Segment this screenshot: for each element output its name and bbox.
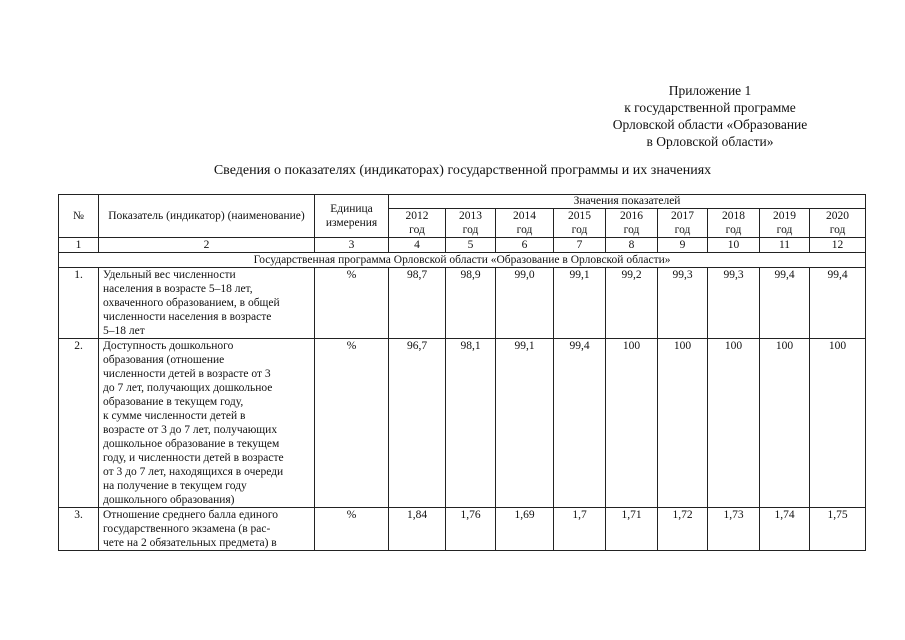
header-row-1 xyxy=(59,195,866,209)
year-word: год xyxy=(829,224,846,236)
indicator-name-line: до 7 лет, получающих дошкольное xyxy=(103,382,273,394)
header-year-2012 xyxy=(389,209,446,238)
indicator-name-line: чете на 2 обязательных предмета) в xyxy=(103,537,277,549)
column-number: 10 xyxy=(708,238,760,253)
indicator-name-line: государственного экзамена (в рас- xyxy=(103,523,271,535)
indicator-name-line: к сумме численности детей в xyxy=(103,410,246,422)
header-values-group: Значения показателей xyxy=(389,195,866,209)
year-word: год xyxy=(409,224,425,236)
value-2013: 98,1 xyxy=(446,339,496,508)
value-2014: 99,0 xyxy=(496,268,554,339)
value-2012: 1,84 xyxy=(389,508,446,551)
indicator-name-line: Отношение среднего балла единого xyxy=(103,509,279,521)
table-row xyxy=(59,508,866,551)
program-row xyxy=(59,253,866,268)
indicator-name-line: дошкольное образование в текущем xyxy=(103,438,280,450)
value-2015: 1,7 xyxy=(554,508,606,551)
value-2012: 98,7 xyxy=(389,268,446,339)
header-unit: Единица измерения xyxy=(315,195,389,238)
header-year-2019 xyxy=(760,209,810,238)
indicator-name-line: дошкольного образования) xyxy=(103,494,235,506)
year-value: 2013 xyxy=(459,210,482,222)
program-title: Государственная программа Орловской области «Образование в Орловской области» xyxy=(59,253,866,268)
header-year-2015 xyxy=(554,209,606,238)
indicator-name-line: населения в возрасте 5–18 лет, xyxy=(103,283,253,295)
column-number: 4 xyxy=(389,238,446,253)
year-value: 2012 xyxy=(405,210,429,222)
value-2020: 100 xyxy=(810,339,866,508)
value-2015: 99,1 xyxy=(554,268,606,339)
column-number: 5 xyxy=(446,238,496,253)
value-2019: 100 xyxy=(760,339,810,508)
value-2016: 1,71 xyxy=(606,508,658,551)
column-number: 11 xyxy=(760,238,810,253)
column-number: 6 xyxy=(496,238,554,253)
year-value: 2019 xyxy=(773,210,796,222)
value-2014: 99,1 xyxy=(496,339,554,508)
indicator-name-line: от 3 до 7 лет, находящихся в очереди xyxy=(103,466,284,478)
column-number: 2 xyxy=(99,238,315,253)
value-2017: 1,72 xyxy=(658,508,708,551)
row-number: 3. xyxy=(59,508,99,551)
indicator-name-line: на получение в текущем году xyxy=(103,480,247,492)
value-2015: 99,4 xyxy=(554,339,606,508)
column-numbers-row xyxy=(59,238,866,253)
value-2014: 1,69 xyxy=(496,508,554,551)
header-year-2016 xyxy=(606,209,658,238)
appendix-block xyxy=(560,82,860,150)
unit-cell: % xyxy=(315,339,389,508)
year-word: год xyxy=(725,224,742,236)
year-word: год xyxy=(674,224,691,236)
indicator-name xyxy=(99,268,315,339)
indicator-name-line: охваченного образованием, в общей xyxy=(103,297,280,309)
year-word: год xyxy=(776,224,793,236)
value-2016: 100 xyxy=(606,339,658,508)
value-2017: 100 xyxy=(658,339,708,508)
header-year-2020 xyxy=(810,209,866,238)
row-number: 1. xyxy=(59,268,99,339)
column-number: 12 xyxy=(810,238,866,253)
year-value: 2015 xyxy=(568,210,591,222)
document-title: Сведения о показателях (индикаторах) государственной программы и их значениях xyxy=(213,163,712,178)
year-value: 2016 xyxy=(620,210,643,222)
indicator-name-line: 5–18 лет xyxy=(103,325,145,337)
unit-cell: % xyxy=(315,268,389,339)
indicator-name-line: образования (отношение xyxy=(103,354,225,366)
indicator-name-line: возрасте от 3 до 7 лет, получающих xyxy=(103,424,278,436)
unit-cell: % xyxy=(315,508,389,551)
column-number: 7 xyxy=(554,238,606,253)
row-number: 2. xyxy=(59,339,99,508)
value-2019: 99,4 xyxy=(760,268,810,339)
appendix-line: в Орловской области» xyxy=(646,134,774,149)
indicator-name-line: Доступность дошкольного xyxy=(103,340,234,352)
value-2018: 99,3 xyxy=(708,268,760,339)
indicator-name-line: году, и численности детей в возрасте xyxy=(103,452,284,464)
value-2017: 99,3 xyxy=(658,268,708,339)
column-number: 3 xyxy=(315,238,389,253)
value-2018: 1,73 xyxy=(708,508,760,551)
value-2019: 1,74 xyxy=(760,508,810,551)
column-number: 1 xyxy=(59,238,99,253)
indicator-name-line: численности детей в возрасте от 3 xyxy=(103,368,271,380)
indicator-name-line: Удельный вес численности xyxy=(103,269,236,281)
year-word: год xyxy=(516,224,533,236)
value-2016: 99,2 xyxy=(606,268,658,339)
header-num: № xyxy=(59,195,99,238)
year-word: год xyxy=(462,224,479,236)
indicator-name xyxy=(99,508,315,551)
year-value: 2018 xyxy=(722,210,745,222)
indicator-name-line: образование в текущем году, xyxy=(103,396,244,408)
value-2013: 98,9 xyxy=(446,268,496,339)
column-number: 9 xyxy=(658,238,708,253)
header-year-2013 xyxy=(446,209,496,238)
value-2020: 99,4 xyxy=(810,268,866,339)
year-value: 2020 xyxy=(826,210,850,222)
indicator-name-line: численности населения в возрасте xyxy=(103,311,272,323)
table-row xyxy=(59,268,866,339)
value-2012: 96,7 xyxy=(389,339,446,508)
column-number: 8 xyxy=(606,238,658,253)
appendix-line: Приложение 1 xyxy=(668,83,752,98)
value-2013: 1,76 xyxy=(446,508,496,551)
header-year-2017 xyxy=(658,209,708,238)
header-year-2014 xyxy=(496,209,554,238)
header-year-2018 xyxy=(708,209,760,238)
year-value: 2014 xyxy=(513,210,536,222)
indicators-table xyxy=(58,194,866,551)
table-row xyxy=(59,339,866,508)
appendix-line: Орловской области «Образование xyxy=(612,117,808,132)
value-2018: 100 xyxy=(708,339,760,508)
year-value: 2017 xyxy=(671,210,694,222)
appendix-line: к государственной программе xyxy=(624,100,796,115)
indicator-name xyxy=(99,339,315,508)
header-indicator: Показатель (индикатор) (наименование) xyxy=(99,195,315,238)
year-word: год xyxy=(571,224,588,236)
value-2020: 1,75 xyxy=(810,508,866,551)
year-word: год xyxy=(623,224,640,236)
